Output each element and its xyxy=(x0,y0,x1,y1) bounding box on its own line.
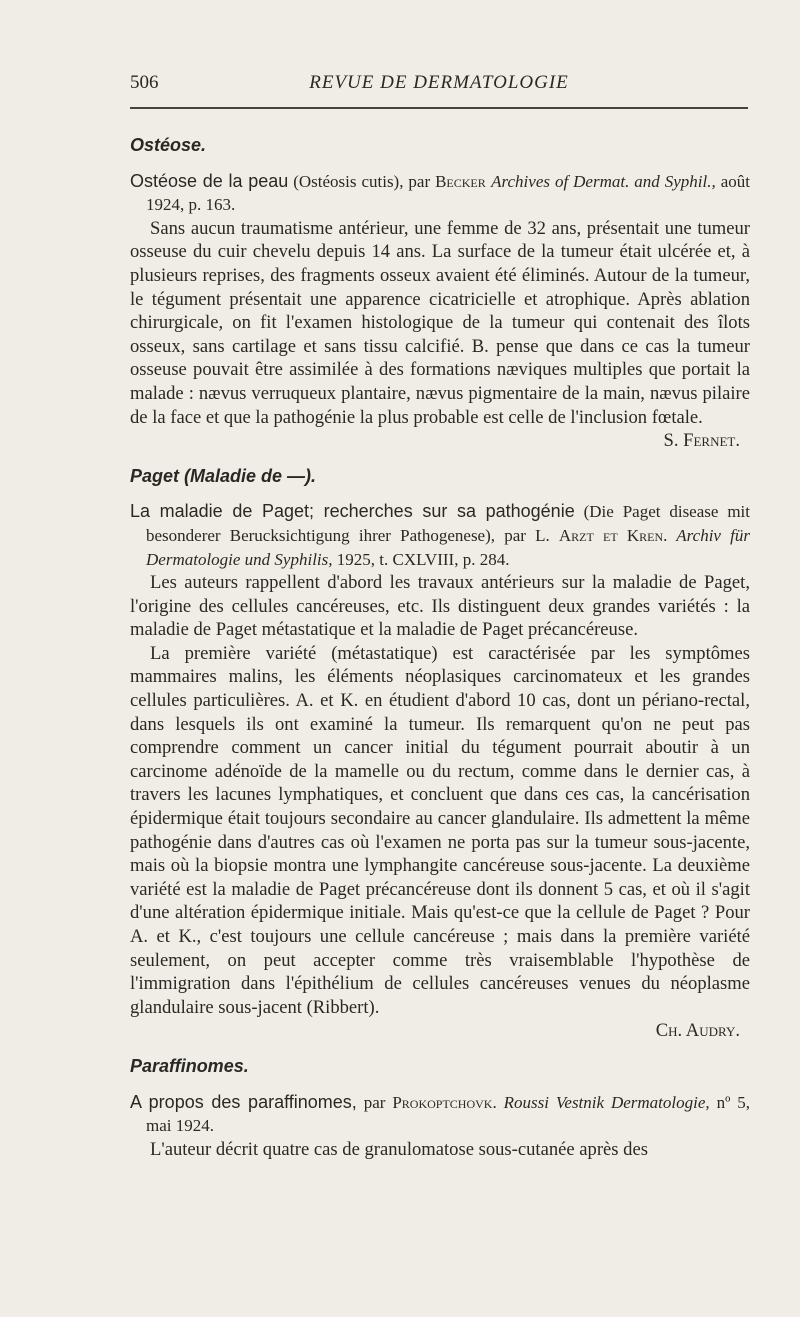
body-paragraph: Sans aucun traumatisme antérieur, une femme de 32 ans, présentait une tumeur osseuse du cuir chevelu depuis 14 ans. La surface de la tumeur était ulcérée et, à plusieurs reprises, des fragments osseux avaient été éliminés. Autour de la tumeur, le tégument présentait une apparence cicatricielle et atrophique. Après ablation chirurgicale, on fit l'examen histologique de la tumeur qui contenait des îlots osseux, sans cartilage et sans tissu calcifié. B. pense que dans ce cas la tumeur osseuse pouvait être assimilée à des formations næviques multiples que portait la malade : nævus verruqueux plantaire, nævus pigmentaire de la main, nævus pilaire de la face et que la pathogénie la plus probable est celle de l'inclusion fœtale. xyxy=(130,217,750,428)
entry-citation: (Ostéosis cutis), par xyxy=(288,171,436,191)
entry-title: La maladie de Paget; recherches sur sa pathogénie xyxy=(130,501,575,522)
entry-author: Prokoptchovk. xyxy=(392,1092,497,1112)
body-paragraph: L'auteur décrit quatre cas de granulomatose sous-cutanée après des xyxy=(150,1138,648,1160)
bibliographic-entry xyxy=(130,500,750,571)
body-paragraph: La première variété (métastatique) est caractérisée par les symptômes mammaires malins, les éléments néoplasiques carcinomateux et les grandes cellules particulières. A. et K. en étudient d'abord 10 cas, dont un périano-rectal, dans lesquels ils ont examiné la tumeur. Ils remarquent qu'on ne peut pas comprendre comment un cancer initial du tégument pourrait aboutir à un carcinome adénoïde de la mamelle ou du rectum, comme dans le dernier cas, à travers les lacunes lymphatiques, et concluent que dans ces cas, la cancérisation épidermique était toujours secondaire au cancer glandulaire. Ils admettent la même pathogénie dans d'autres cas où l'examen ne porta pas sur la tumeur sous-jacente, mais où la biopsie montra une lymphangite cancéreuse sous-jacente. La deuxième variété est la maladie de Paget précancéreuse dont ils donnent 5 cas, et où il s'agit d'une altération épidermique initiale. Mais qu'est-ce que la cellule de Paget ? Pour A. et K., c'est toujours une cellule cancéreuse ; mais dans la première variété seulement, on peut accepter comme très vraisemblable l'hypothèse de l'immigration dans l'épithélium de cellules cancéreuses venues du néoplasme glandulaire sous-jacent (Ribbert). xyxy=(130,642,750,1018)
entry-author: Arzt et Kren. xyxy=(558,525,668,545)
bibliographic-entry xyxy=(130,1091,750,1138)
signature: Ch. Audry. xyxy=(655,1020,740,1042)
signature: S. Fernet. xyxy=(663,430,740,452)
entry-journal: Archiv für Dermatologie und Syphilis, xyxy=(146,525,750,569)
entry-author: Becker xyxy=(435,171,486,191)
entry-date: 1925, t. CXLVIII, p. 284. xyxy=(332,549,510,569)
entry-title: A propos des paraffinomes, xyxy=(130,1091,357,1112)
body-paragraph: Les auteurs rappellent d'abord les travaux antérieurs sur la maladie de Paget, l'origine des cellules cancéreuses, etc. Ils distinguent deux grandes variétés : la maladie de Paget métastatique et la maladie de Paget précancéreuse. xyxy=(130,572,750,641)
header-rule xyxy=(130,107,748,109)
entry-journal: Archives of Dermat. and Syphil., xyxy=(491,171,716,191)
page-number: 506 xyxy=(130,72,159,93)
section-heading: Paraffinomes. xyxy=(130,1055,249,1076)
section-heading: Paget (Maladie de —). xyxy=(130,465,317,486)
entry-date: nº 5, mai 1924. xyxy=(146,1092,751,1136)
entry-citation: (Die Paget disease mit besonderer Berucksichtigung ihrer Pathogenese), par L. xyxy=(146,502,750,545)
entry-citation: par xyxy=(356,1092,393,1112)
page-header xyxy=(130,72,748,96)
section-heading: Ostéose. xyxy=(130,135,207,155)
entry-journal: Roussi Vestnik Dermatologie, xyxy=(496,1092,710,1112)
running-title: REVUE DE DERMATOLOGIE xyxy=(309,72,569,93)
entry-date: août 1924, p. 163. xyxy=(146,171,750,215)
bibliographic-entry xyxy=(130,170,750,217)
entry-title: Ostéose de la peau xyxy=(130,170,289,191)
article-body xyxy=(130,128,750,1161)
